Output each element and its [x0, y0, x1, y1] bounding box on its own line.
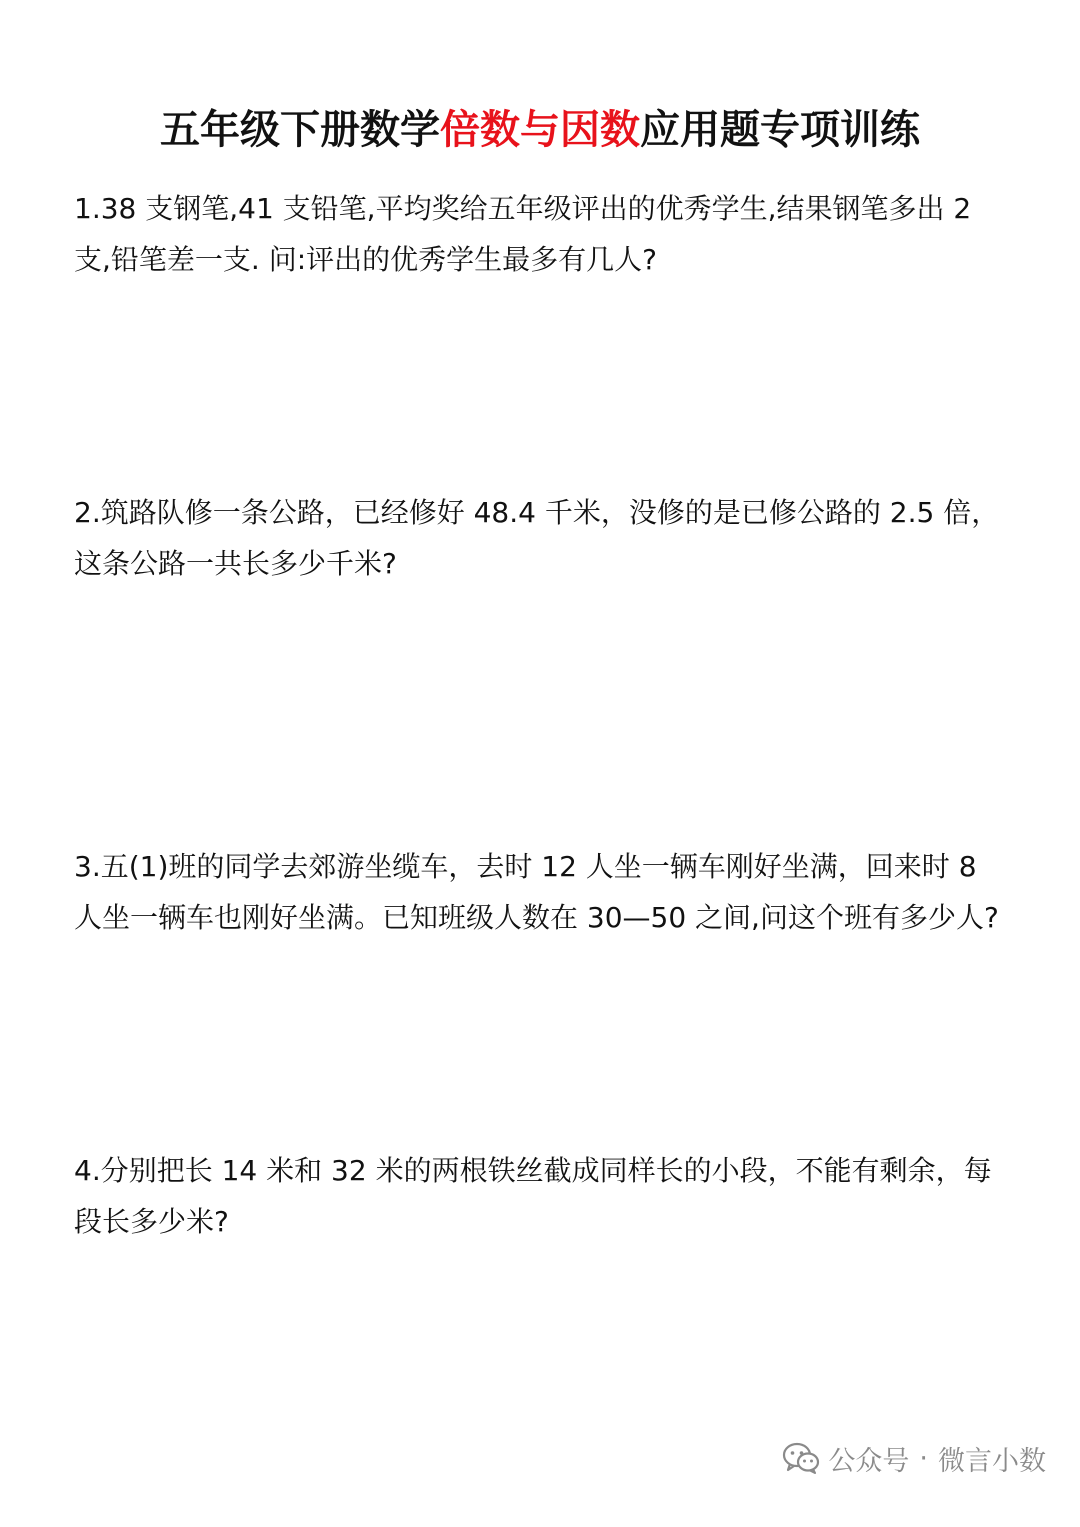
watermark-separator: ·: [919, 1442, 928, 1474]
watermark-label: 公众号: [828, 1445, 910, 1477]
question-1-line-1: 1.38 支钢笔,41 支铅笔,平均奖给五年级评出的优秀学生,结果钢笔多出 2: [74, 192, 972, 225]
question-2-line-1: 2.筑路队修一条公路，已经修好 48.4 千米，没修的是已修公路的 2.5 倍，: [74, 496, 1000, 529]
title-part1: 五年级下册数学: [160, 107, 440, 153]
watermark-account: 微言小数: [938, 1445, 1046, 1477]
question-3: [74, 841, 1014, 943]
question-2-line-2: 这条公路一共长多少千米?: [74, 547, 397, 580]
title-highlight: 倍数与因数: [440, 107, 640, 153]
question-4-line-1: 4.分别把长 14 米和 32 米的两根铁丝截成同样长的小段，不能有剩余，每: [74, 1154, 992, 1187]
question-3-line-1: 3.五(1)班的同学去郊游坐缆车，去时 12 人坐一辆车刚好坐满，回来时 8: [74, 850, 977, 883]
title-part2: 应用题专项训练: [640, 107, 920, 153]
account-watermark: [782, 1436, 1046, 1480]
question-4: [74, 1145, 1014, 1247]
question-4-line-2: 段长多少米?: [74, 1205, 229, 1238]
page-title: [0, 100, 1080, 160]
wechat-icon: [782, 1442, 820, 1474]
question-1-line-2: 支,铅笔差一支. 问:评出的优秀学生最多有几人?: [74, 243, 657, 276]
question-3-line-2: 人坐一辆车也刚好坐满。已知班级人数在 30—50 之间,问这个班有多少人?: [74, 901, 999, 934]
question-1: [74, 183, 1014, 285]
question-2: [74, 487, 1014, 589]
